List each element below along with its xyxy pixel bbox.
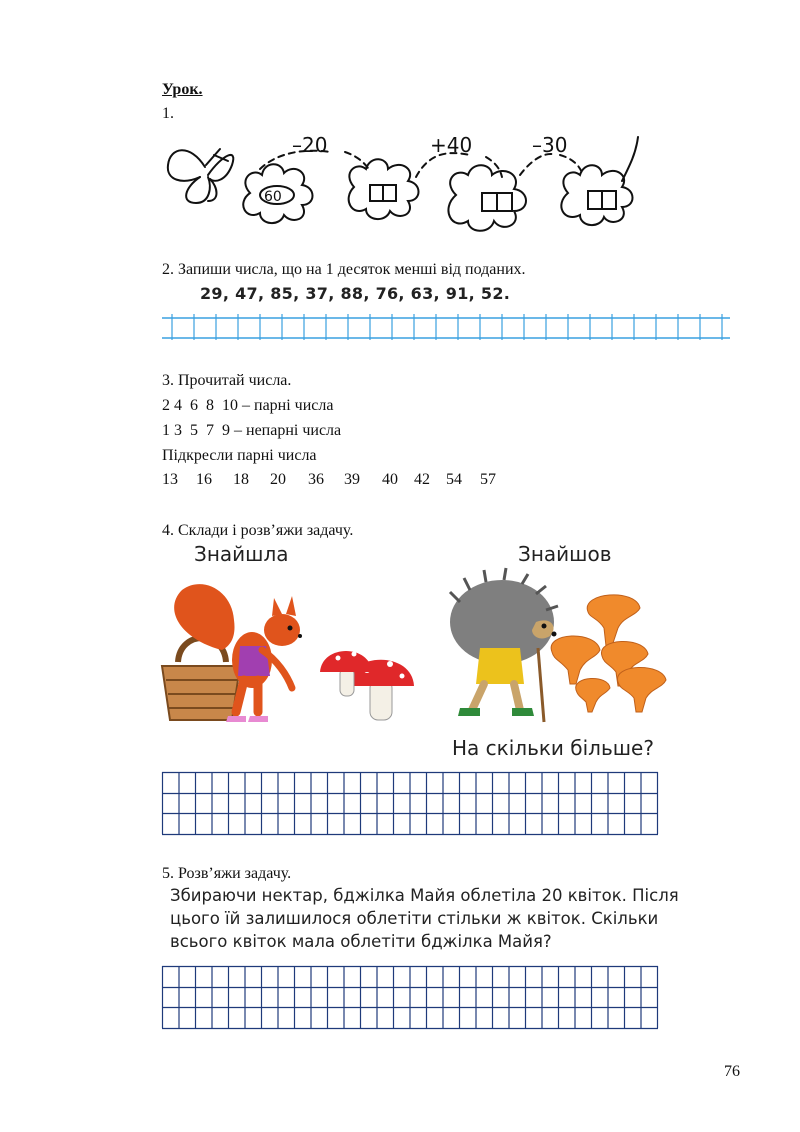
chanterelle-icon xyxy=(551,595,666,712)
answer-grid-task4 xyxy=(162,772,662,836)
task1-number: 1. xyxy=(162,105,174,122)
number-item[interactable]: 40 xyxy=(382,471,398,488)
flower-icon xyxy=(561,137,638,225)
task5-problem: Збираючи нектар, бджілка Майя облетіла 20 квіток. Після цього їй залишилося облетіти стільки ж квіток. Скільки всього квіток мала облетіти бджілка Майя? xyxy=(170,886,679,951)
odd-numbers-line: 1 3 5 7 9 – непарні числа xyxy=(162,422,342,439)
answer-grid-task2 xyxy=(162,314,732,340)
squirrel-illustration xyxy=(162,580,422,730)
hedgehog-icon xyxy=(450,568,558,722)
start-value: 60 xyxy=(264,189,282,205)
number-item[interactable]: 13 xyxy=(162,471,178,488)
label-found-she: Знайшла xyxy=(194,542,289,566)
task3-numbers xyxy=(162,470,522,490)
label-found-he: Знайшов xyxy=(518,542,612,566)
number-item[interactable]: 18 xyxy=(233,471,249,488)
number-item[interactable]: 20 xyxy=(270,471,286,488)
number-item[interactable]: 54 xyxy=(446,471,462,488)
task3-header: 3. Прочитай числа. xyxy=(162,372,292,389)
task2-numbers: 29, 47, 85, 37, 88, 76, 63, 91, 52. xyxy=(200,284,511,303)
even-numbers-line: 2 4 6 8 10 – парні числа xyxy=(162,397,334,414)
page-number: 76 xyxy=(724,1063,740,1080)
number-item[interactable]: 16 xyxy=(196,471,212,488)
butterfly-icon xyxy=(168,149,233,203)
task5-header: 5. Розв’яжи задачу. xyxy=(162,865,292,882)
task4-text: 4. Склади і розв’яжи задачу. xyxy=(162,522,354,539)
number-item[interactable]: 36 xyxy=(308,471,324,488)
flower-chain-drawing xyxy=(160,125,650,245)
number-item[interactable]: 57 xyxy=(480,471,496,488)
op-minus-30: –30 xyxy=(532,133,568,157)
task2-text: 2. Запиши числа, що на 1 десяток менші від поданих. xyxy=(162,261,526,278)
op-plus-40: +40 xyxy=(430,133,473,157)
flower-icon xyxy=(448,165,526,231)
number-item[interactable]: 39 xyxy=(344,471,360,488)
task3-instruction: Підкресли парні числа xyxy=(162,447,317,464)
hedgehog-illustration xyxy=(440,572,680,732)
flower-icon xyxy=(349,159,419,219)
op-minus-20: –20 xyxy=(292,133,328,157)
answer-grid-task5 xyxy=(162,966,662,1030)
lesson-title: Урок. xyxy=(162,81,203,98)
number-item[interactable]: 42 xyxy=(414,471,430,488)
task4-question: На скільки більше? xyxy=(452,736,654,760)
basket-icon xyxy=(162,638,240,720)
